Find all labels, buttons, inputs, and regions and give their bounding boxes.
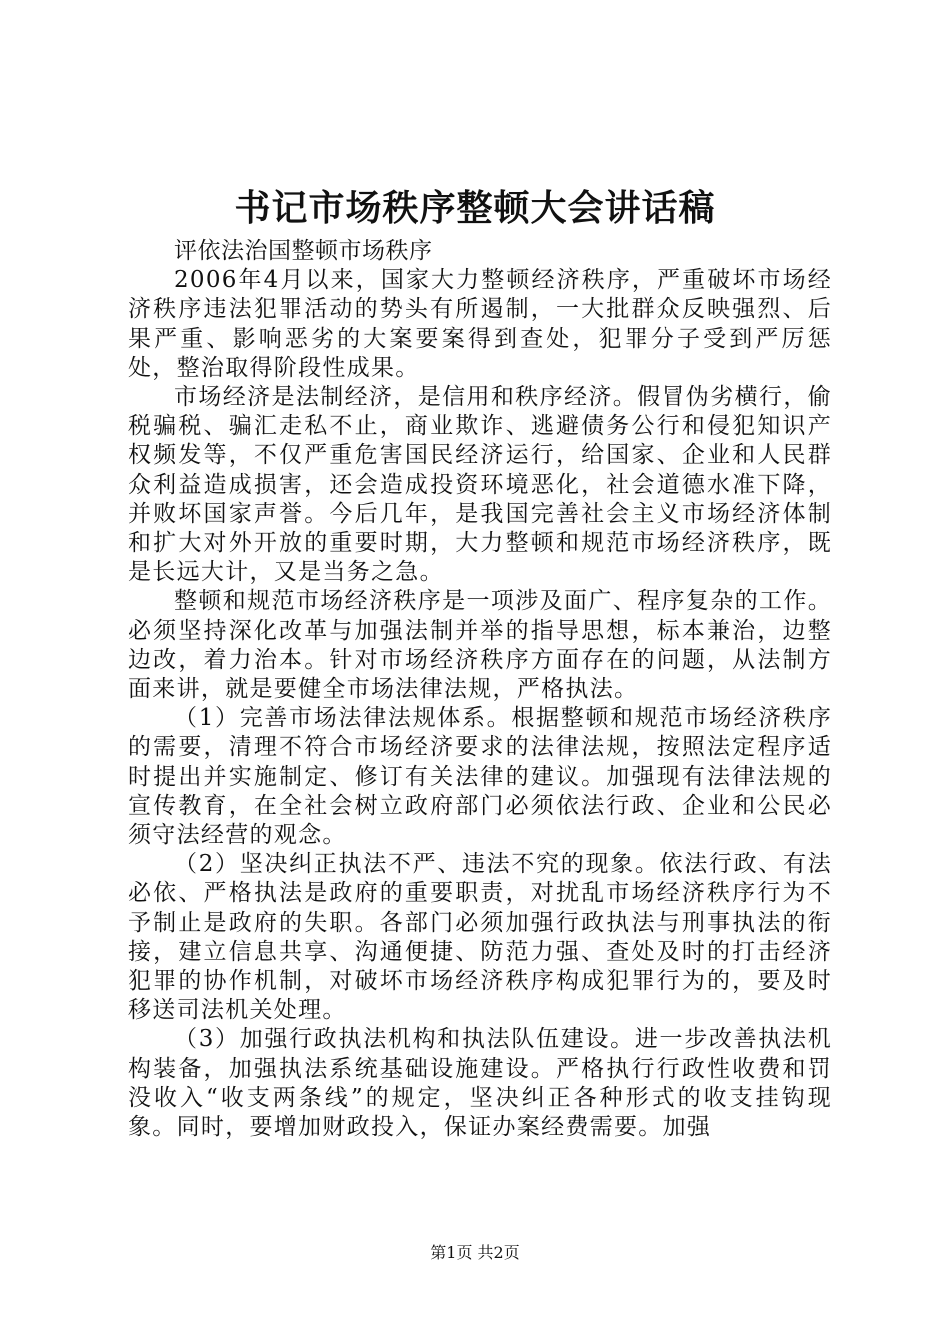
paragraph-rectification: 整顿和规范市场经济秩序是一项涉及面广、程序复杂的工作。必须坚持深化改革与加强法制并举的指导思想，标本兼治，边整边改，着力治本。针对市场经济秩序方面存在的问题，从法制方面来讲，就是要健全市场法律法规，严格执法。 <box>128 588 832 703</box>
paragraph-point-3: （3）加强行政执法机构和执法队伍建设。进一步改善执法机构装备，加强执法系统基础设施建设。严格执行行政性收费和罚没收入“收支两条线”的规定，坚决纠正各种形式的收支挂钩现象。同时，要增加财政投入，保证办案经费需要。加强 <box>128 1026 832 1141</box>
document-title: 书记市场秩序整顿大会讲话稿 <box>234 187 716 229</box>
paragraph-market-economy: 市场经济是法制经济，是信用和秩序经济。假冒伪劣横行，偷税骗税、骗汇走私不止，商业欺诈、逃避债务公行和侵犯知识产权频发等，不仅严重危害国民经济运行，给国家、企业和人民群众利益造成损害，还会造成投资环境恶化，社会道德水准下降，并败坏国家声誉。今后几年，是我国完善社会主义市场经济体制和扩大对外开放的重要时期，大力整顿和规范市场经济秩序，既是长远大计，又是当务之急。 <box>128 384 832 586</box>
paragraph-intro: 2006年4月以来，国家大力整顿经济秩序，严重破坏市场经济秩序违法犯罪活动的势头有所遏制，一大批群众反映强烈、后果严重、影响恶劣的大案要案得到查处，犯罪分子受到严厉惩处，整治取得阶段性成果。 <box>128 267 832 381</box>
paragraph-subtitle: 评依法治国整顿市场秩序 <box>174 238 433 264</box>
paragraph-point-1: （1）完善市场法律法规体系。根据整顿和规范市场经济秩序的需要，清理不符合市场经济要求的法律法规，按照法定程序适时提出并实施制定、修订有关法律的建议。加强现有法律法规的宣传教育，在全社会树立政府部门必须依法行政、企业和公民必须守法经营的观念。 <box>128 705 832 849</box>
page-footer: 第1页 共2页 <box>430 1243 520 1262</box>
paragraph-point-2: （2）坚决纠正执法不严、违法不究的现象。依法行政、有法必依、严格执法是政府的重要职责，对扰乱市场经济秩序行为不予制止是政府的失职。各部门必须加强行政执法与刑事执法的衔接，建立信息共享、沟通便捷、防范力强、查处及时的打击经济犯罪的协作机制，对破坏市场经济秩序构成犯罪行为的，要及时移送司法机关处理。 <box>128 851 832 1024</box>
document-body <box>128 237 832 1142</box>
